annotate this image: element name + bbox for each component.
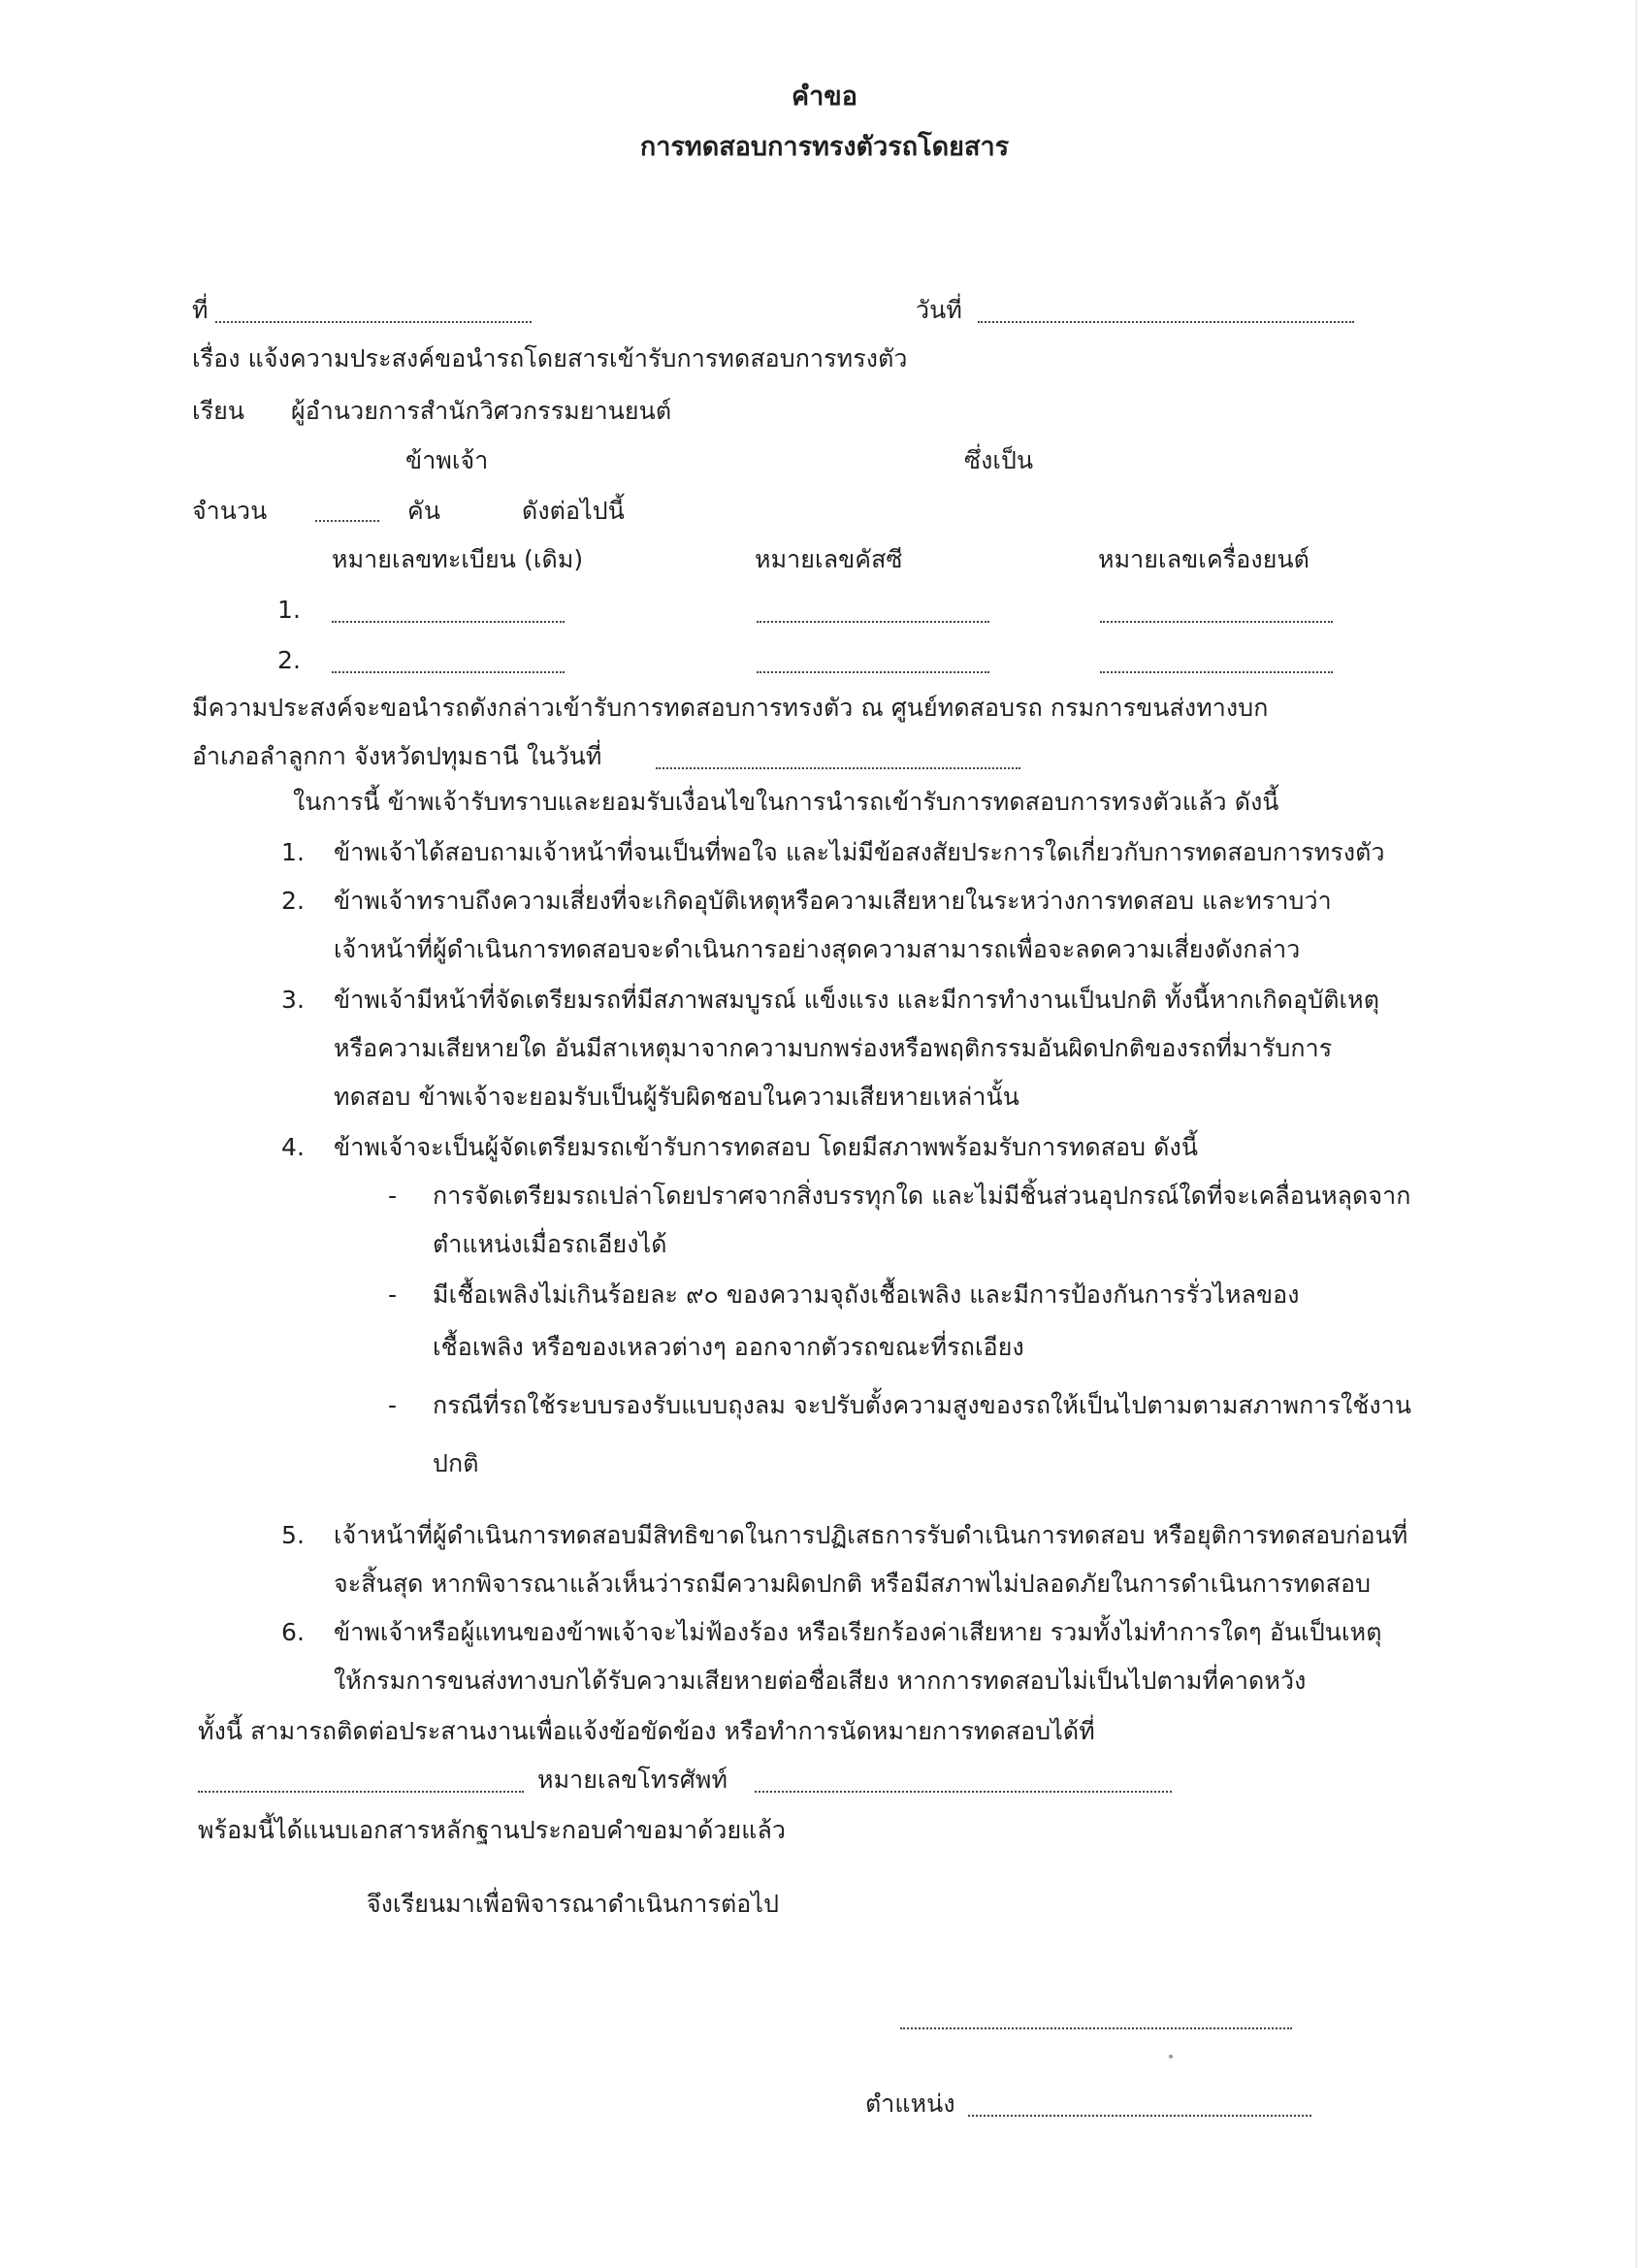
column-header-chassis: หมายเลขคัสซี: [755, 545, 903, 573]
ref-field[interactable]: [215, 321, 532, 323]
contact-line: ทั้งนี้ สามารถติดต่อประสานงานเพื่อแจ้งข้อขัดข้อง หรือทำการนัดหมายการทดสอบได้ที่: [198, 1717, 1095, 1745]
paper-speck: [1169, 2055, 1173, 2058]
date-label: วันที่: [916, 296, 962, 324]
sub-condition-text: การจัดเตรียมรถเปล่าโดยปราศจากสิ่งบรรทุกใด และไม่มีชิ้นส่วนอุปกรณ์ใดที่จะเคลื่อนหลุดจาก: [433, 1182, 1411, 1210]
status-label: ซึ่งเป็น: [964, 446, 1034, 474]
phone-field[interactable]: [755, 1791, 1172, 1793]
position-label: ตำแหน่ง: [865, 2090, 955, 2118]
document-subtitle: การทดสอบการทรงตัวรถโดยสาร: [639, 132, 1010, 162]
position-field[interactable]: [968, 2115, 1311, 2117]
condition-text: ข้าพเจ้าได้สอบถามเจ้าหน้าที่จนเป็นที่พอใจ และไม่มีข้อสงสัยประการใดเกี่ยวกับการทดสอบการทรงตัว: [334, 838, 1385, 866]
condition-number: 3.: [281, 986, 306, 1014]
vehicle-row-number: 2.: [277, 646, 302, 674]
sub-condition-text: กรณีที่รถใช้ระบบรองรับแบบถุงลม จะปรับตั้งความสูงของรถให้เป็นไปตามตามสภาพการใช้งาน: [433, 1391, 1412, 1419]
condition-number: 2.: [281, 887, 306, 915]
sub-condition-text: มีเชื้อเพลิงไม่เกินร้อยละ ๙๐ ของความจุถังเชื้อเพลิง และมีการป้องกันการรั่วไหลของ: [433, 1280, 1300, 1309]
count-unit: คัน: [407, 497, 441, 525]
sub-condition-bullet: -: [388, 1391, 398, 1419]
conditions-intro: ในการนี้ ข้าพเจ้ารับทราบและยอมรับเงื่อนไขในการนำรถเข้ารับการทดสอบการทรงตัวแล้ว ดังนี้: [293, 788, 1279, 816]
condition-number: 4.: [281, 1133, 306, 1161]
attachment-note: พร้อมนี้ได้แนบเอกสารหลักฐานประกอบคำขอมาด้วยแล้ว: [198, 1816, 787, 1844]
sub-condition-text: เชื้อเพลิง หรือของเหลวต่างๆ ออกจากตัวรถขณะที่รถเอียง: [433, 1333, 1024, 1361]
document-title: คำขอ: [792, 81, 857, 112]
count-label: จำนวน: [192, 497, 268, 525]
applicant-label: ข้าพเจ้า: [405, 446, 489, 474]
sub-condition-text: ตำแหน่งเมื่อรถเอียงได้: [433, 1230, 667, 1258]
to-value: ผู้อำนวยการสำนักวิศวกรรมยานยนต์: [291, 397, 672, 425]
condition-text: เจ้าหน้าที่ผู้ดำเนินการทดสอบจะดำเนินการอย่างสุดความสามารถเพื่อจะลดความเสี่ยงดังกล่าว: [334, 935, 1301, 963]
column-header-registration: หมายเลขทะเบียน (เดิม): [332, 545, 584, 573]
test-date-field[interactable]: [656, 767, 1020, 769]
page-edge: [1635, 0, 1637, 2268]
phone-label: หมายเลขโทรศัพท์: [537, 1766, 728, 1794]
signature-field[interactable]: [900, 2027, 1292, 2029]
condition-text: หรือความเสียหายใด อันมีสาเหตุมาจากความบกพร่องหรือพฤติกรรมอันผิดปกติของรถที่มารับการ: [334, 1034, 1333, 1062]
sub-condition-bullet: -: [388, 1280, 398, 1309]
condition-number: 6.: [281, 1618, 306, 1646]
sub-condition-bullet: -: [388, 1182, 398, 1210]
to-label: เรียน: [192, 397, 245, 425]
condition-text: ทดสอบ ข้าพเจ้าจะยอมรับเป็นผู้รับผิดชอบในความเสียหายเหล่านั้น: [334, 1083, 1019, 1111]
condition-text: ข้าพเจ้ามีหน้าที่จัดเตรียมรถที่มีสภาพสมบูรณ์ แข็งแรง และมีการทำงานเป็นปกติ ทั้งนี้หากเกิดอุบัติเหตุ: [334, 986, 1380, 1014]
ref-label: ที่: [192, 296, 209, 324]
vehicle-row-number: 1.: [277, 596, 302, 624]
chassis-field-2[interactable]: [757, 671, 989, 673]
date-field[interactable]: [978, 321, 1354, 323]
count-field[interactable]: [315, 520, 379, 522]
condition-number: 5.: [281, 1521, 306, 1549]
sub-condition-text: ปกติ: [433, 1449, 479, 1477]
contact-name-field[interactable]: [198, 1791, 524, 1793]
registration-field-1[interactable]: [332, 621, 565, 623]
closing-line: จึงเรียนมาเพื่อพิจารณาดำเนินการต่อไป: [367, 1890, 780, 1918]
column-header-engine: หมายเลขเครื่องยนต์: [1098, 545, 1310, 573]
condition-text: ข้าพเจ้าจะเป็นผู้จัดเตรียมรถเข้ารับการทดสอบ โดยมีสภาพพร้อมรับการทดสอบ ดังนี้: [334, 1133, 1199, 1161]
intent-line-2: อำเภอลำลูกกา จังหวัดปทุมธานี ในวันที่: [192, 742, 602, 770]
intent-line-1: มีความประสงค์จะขอนำรถดังกล่าวเข้ารับการทดสอบการทรงตัว ณ ศูนย์ทดสอบรถ กรมการขนส่งทางบก: [192, 694, 1269, 722]
condition-text: จะสิ้นสุด หากพิจารณาแล้วเห็นว่ารถมีความผิดปกติ หรือมีสภาพไม่ปลอดภัยในการดำเนินการทดสอบ: [334, 1570, 1372, 1598]
as-follows: ดังต่อไปนี้: [522, 497, 625, 525]
condition-text: ข้าพเจ้าทราบถึงความเสี่ยงที่จะเกิดอุบัติเหตุหรือความเสียหายในระหว่างการทดสอบ และทราบว่า: [334, 887, 1332, 915]
engine-field-2[interactable]: [1100, 671, 1333, 673]
engine-field-1[interactable]: [1100, 621, 1333, 623]
chassis-field-1[interactable]: [757, 621, 989, 623]
subject-line: เรื่อง แจ้งความประสงค์ขอนำรถโดยสารเข้ารับการทดสอบการทรงตัว: [192, 344, 908, 373]
condition-text: เจ้าหน้าที่ผู้ดำเนินการทดสอบมีสิทธิขาดในการปฏิเสธการรับดำเนินการทดสอบ หรือยุติการทดสอบก่อนที่: [334, 1521, 1408, 1549]
registration-field-2[interactable]: [332, 671, 565, 673]
condition-text: ข้าพเจ้าหรือผู้แทนของข้าพเจ้าจะไม่ฟ้องร้อง หรือเรียกร้องค่าเสียหาย รวมทั้งไม่ทำการใดๆ อันเป็นเหตุ: [334, 1618, 1382, 1646]
condition-text: ให้กรมการขนส่งทางบกได้รับความเสียหายต่อชื่อเสียง หากการทดสอบไม่เป็นไปตามที่คาดหวัง: [334, 1667, 1307, 1695]
condition-number: 1.: [281, 838, 306, 866]
